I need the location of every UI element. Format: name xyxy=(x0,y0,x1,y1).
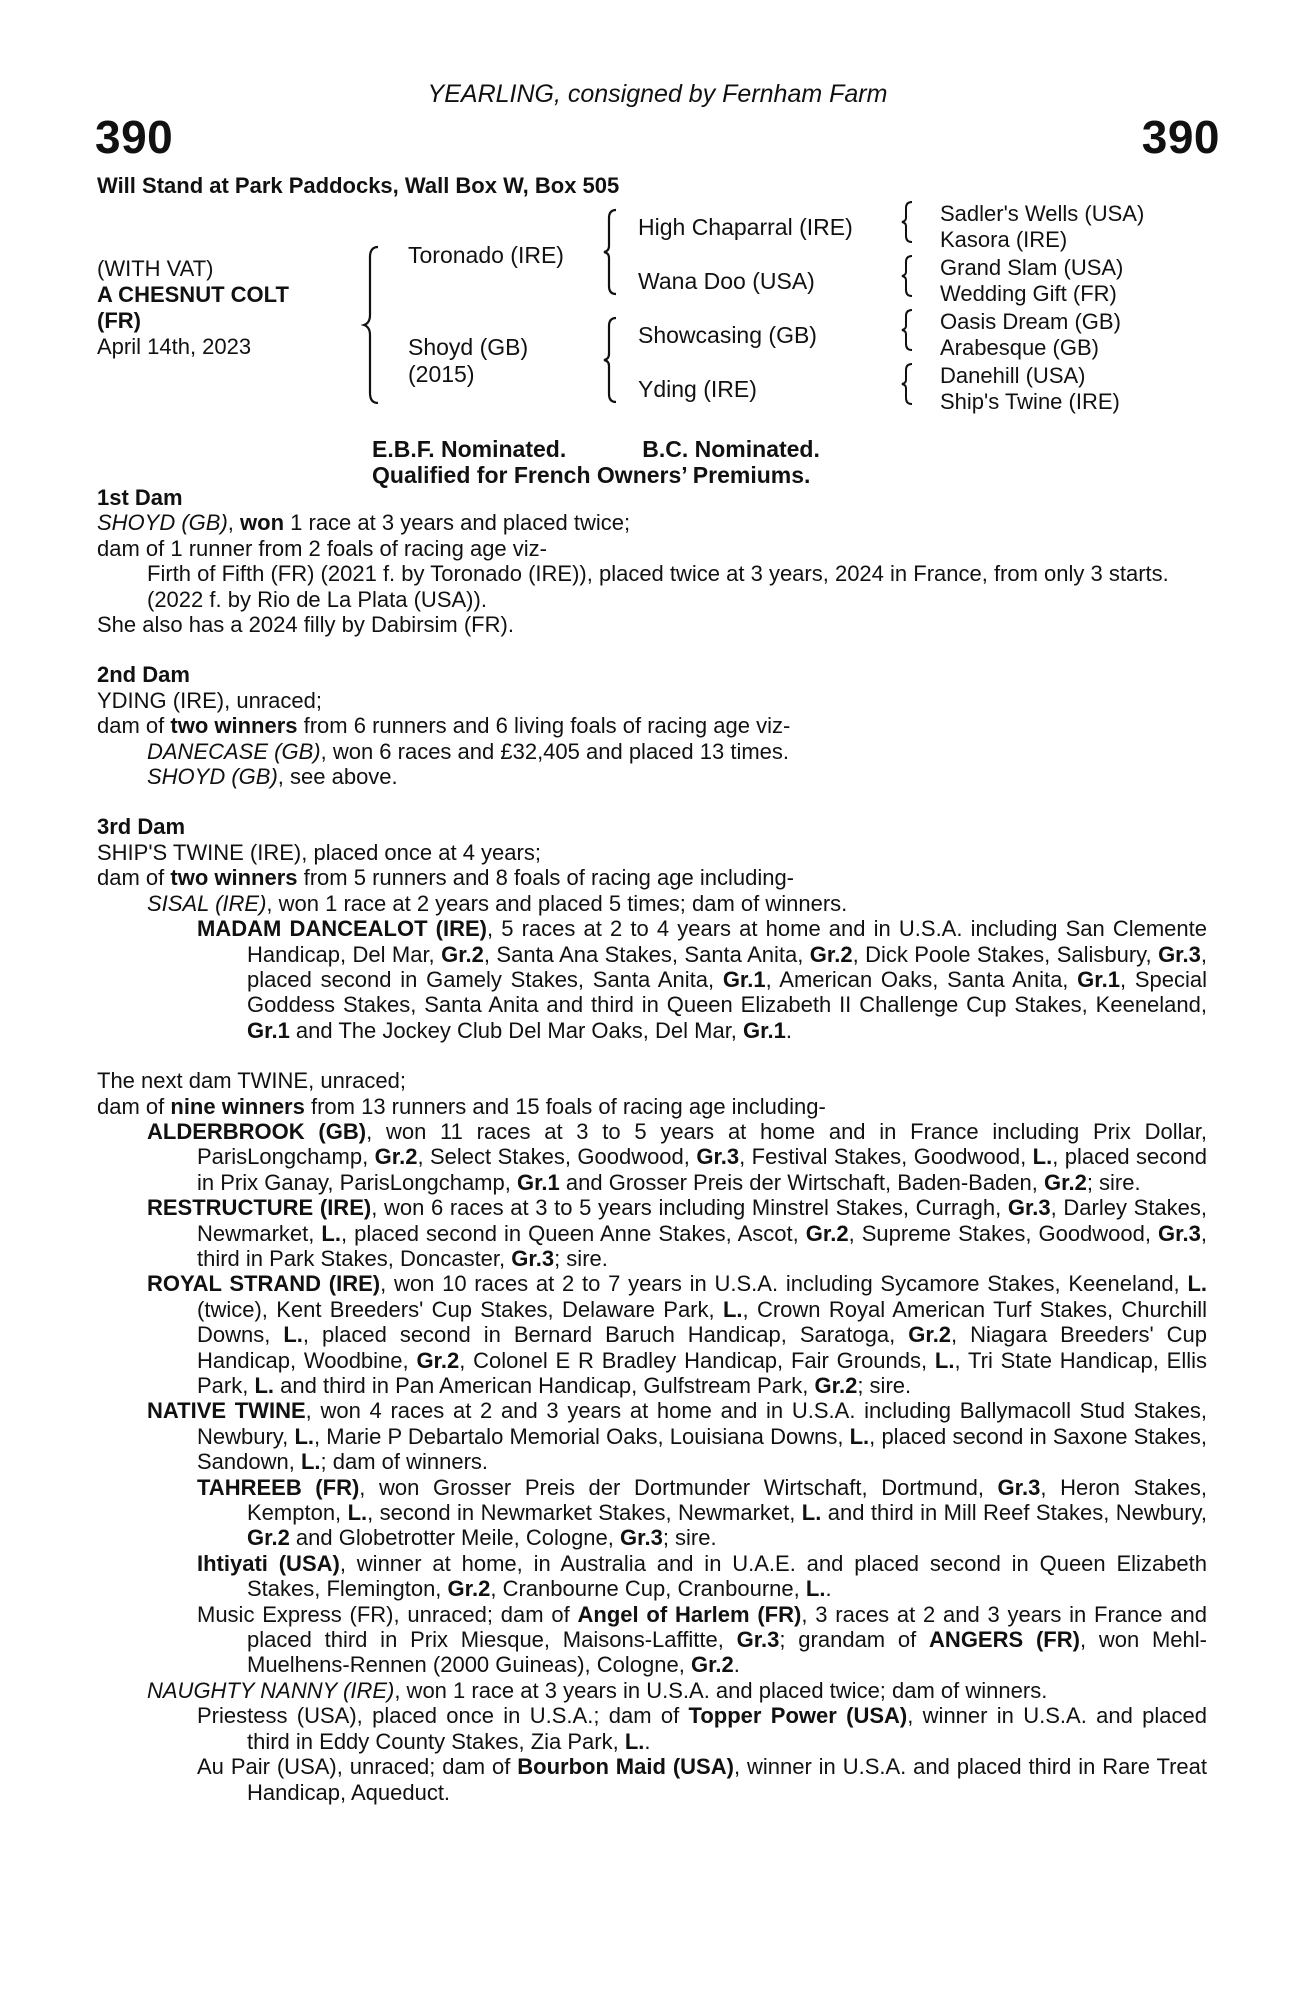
third-dam-heading: 3rd Dam xyxy=(97,814,186,840)
produce-naughty-nanny: NAUGHTY NANNY (IRE), won 1 race at 3 years in U.S.A. and placed twice; dam of winners. xyxy=(147,1677,1048,1703)
sire-brace xyxy=(602,208,620,296)
g3-brace-2 xyxy=(900,254,916,298)
bc-nominated: B.C. Nominated. xyxy=(642,436,820,462)
second-dam-heading: 2nd Dam xyxy=(97,662,190,688)
sire-sire: High Chaparral (IRE) xyxy=(638,214,853,240)
g3-brace-3 xyxy=(900,308,916,352)
stand-location: Will Stand at Park Paddocks, Wall Box W, Box 505 xyxy=(97,173,620,198)
dam-sire: Showcasing (GB) xyxy=(638,322,817,348)
produce-ihtiyati: Ihtiyati (USA), winner at home, in Australia and in U.A.E. and placed second in Queen Elizabeth Stakes, Flemington, Gr.2, Cranbourne Cup, Cranbourne, L.. xyxy=(197,1550,1207,1602)
dam: Shoyd (GB) xyxy=(408,334,529,360)
first-dam-produce-summary: dam of 1 runner from 2 foals of racing age viz- xyxy=(97,535,547,561)
dam-dam: Yding (IRE) xyxy=(638,376,757,402)
g3-7: Danehill (USA) xyxy=(940,363,1086,388)
sire-dam: Wana Doo (USA) xyxy=(638,268,815,294)
g3-1: Sadler's Wells (USA) xyxy=(940,201,1145,226)
sire: Toronado (IRE) xyxy=(408,242,564,268)
second-dam-produce-1: DANECASE (GB), won 6 races and £32,405 and placed 13 times. xyxy=(147,738,790,764)
produce-native-twine: NATIVE TWINE, won 4 races at 2 and 3 years at home and in U.S.A. including Ballymacoll Stud Stakes, Newbury, L., Marie P Debartalo Memorial Oaks, Louisiana Downs, L., placed second in Saxone Stakes, Sandown, L.; dam of winners. xyxy=(147,1398,1208,1475)
second-dam-produce-summary: dam of two winners from 6 runners and 6 living foals of racing age viz- xyxy=(97,713,791,739)
g3-2: Kasora (IRE) xyxy=(940,227,1068,252)
produce-royal-strand: ROYAL STRAND (IRE), won 10 races at 2 to 7 years in U.S.A. including Sycamore Stakes, Keeneland, L. (twice), Kent Breeders' Cup Stakes, Delaware Park, L., Crown Royal American Turf Stakes, Churchill Downs, L., placed second in Bernard Baruch Handicap, Saratoga, Gr.2, Niagara Breeders' Cup Handicap, Woodbine, Gr.2, Colonel E R Bradley Handicap, Fair Grounds, L., Tri State Handicap, Ellis Park, L. and third in Pan American Handicap, Gulfstream Park, Gr.2; sire. xyxy=(147,1271,1207,1398)
first-dam-heading: 1st Dam xyxy=(97,485,183,510)
french-premiums: Qualified for French Owners’ Premiums. xyxy=(372,462,811,488)
first-dam-line: SHOYD (GB), won 1 race at 3 years and placed twice; xyxy=(97,510,631,536)
dam-year: (2015) xyxy=(408,361,475,387)
produce-alderbrook: ALDERBROOK (GB), won 11 races at 3 to 5 years at home and in France including Prix Dollar, ParisLongchamp, Gr.2, Select Stakes, Goodwood, Gr.3, Festival Stakes, Goodwood, L., placed second in Prix Ganay, ParisLongchamp, Gr.1 and Grosser Preis der Wirtschaft, Baden-Baden, Gr.2; sire. xyxy=(147,1118,1207,1195)
g3-4: Wedding Gift (FR) xyxy=(940,281,1117,306)
produce-au-pair: Au Pair (USA), unraced; dam of Bourbon Maid (USA), winner in U.S.A. and placed third in Rare Treat Handicap, Aqueduct. xyxy=(197,1754,1208,1805)
third-dam-produce-summary: dam of two winners from 5 runners and 8 foals of racing age including- xyxy=(97,865,795,891)
first-dam-note: She also has a 2024 filly by Dabirsim (FR). xyxy=(97,612,514,638)
g3-brace-1 xyxy=(900,200,916,244)
horse-name: A CHESNUT COLT xyxy=(97,282,289,307)
first-dam-produce-2: (2022 f. by Rio de La Plata (USA)). xyxy=(147,586,487,612)
third-dam-line: SHIP'S TWINE (IRE), placed once at 4 years; xyxy=(97,839,541,865)
g3-8: Ship's Twine (IRE) xyxy=(940,389,1120,414)
produce-music-express: Music Express (FR), unraced; dam of Angel of Harlem (FR), 3 races at 2 and 3 years in France and placed third in Prix Miesque, Maisons-Laffitte, Gr.3; grandam of ANGERS (FR), won Mehl-Muelhens-Rennen (2000 Guineas), Cologne, Gr.2. xyxy=(197,1601,1208,1678)
third-dam-produce-1: SISAL (IRE), won 1 race at 2 years and placed 5 times; dam of winners. xyxy=(147,890,848,916)
vat-note: (WITH VAT) xyxy=(97,256,214,281)
foaling-date: April 14th, 2023 xyxy=(97,334,252,359)
horse-country: (FR) xyxy=(97,308,141,333)
nominations xyxy=(372,436,820,488)
lot-number-right: 390 xyxy=(1141,111,1220,163)
g3-6: Arabesque (GB) xyxy=(940,335,1099,360)
sire-dam-brace xyxy=(362,245,382,405)
consignor-line: YEARLING, consigned by Fernham Farm xyxy=(427,80,888,108)
second-dam-line: YDING (IRE), unraced; xyxy=(97,687,322,713)
g3-5: Oasis Dream (GB) xyxy=(940,309,1121,334)
catalogue-body xyxy=(97,485,1207,1805)
lot-number-left: 390 xyxy=(95,111,174,163)
g3-brace-4 xyxy=(900,362,916,406)
dam-brace xyxy=(602,316,620,404)
next-dam-line: The next dam TWINE, unraced; xyxy=(97,1068,406,1094)
next-dam-produce-summary: dam of nine winners from 13 runners and 15 foals of racing age including- xyxy=(97,1093,826,1119)
second-dam-produce-2: SHOYD (GB), see above. xyxy=(147,764,398,790)
produce-restructure: RESTRUCTURE (IRE), won 6 races at 3 to 5 years including Minstrel Stakes, Curragh, Gr.3, Darley Stakes, Newmarket, L., placed second in Queen Anne Stakes, Ascot, Gr.2, Supreme Stakes, Goodwood, Gr.3, third in Park Stakes, Doncaster, Gr.3; sire. xyxy=(147,1195,1207,1271)
first-dam-produce-1: Firth of Fifth (FR) (2021 f. by Toronado (IRE)), placed twice at 3 years, 2024 in France, from only 3 starts. xyxy=(147,561,1169,587)
g3-3: Grand Slam (USA) xyxy=(940,255,1124,280)
third-dam-produce-1-winner: MADAM DANCEALOT (IRE), 5 races at 2 to 4 years at home and in U.S.A. including San Clemente Handicap, Del Mar, Gr.2, Santa Ana Stakes, Santa Anita, Gr.2, Dick Poole Stakes, Salisbury, Gr.3, placed second in Gamely Stakes, Santa Anita, Gr.1, American Oaks, Santa Anita, Gr.1, Special Goddess Stakes, Santa Anita and third in Queen Elizabeth II Challenge Cup Stakes, Keeneland, Gr.1 and The Jockey Club Del Mar Oaks, Del Mar, Gr.1. xyxy=(197,916,1208,1043)
produce-priestess: Priestess (USA), placed once in U.S.A.; dam of Topper Power (USA), winner in U.S.A. and placed third in Eddy County Stakes, Zia Park, L.. xyxy=(197,1703,1207,1754)
ebf-nominated: E.B.F. Nominated. xyxy=(372,436,567,462)
produce-tahreeb: TAHREEB (FR), won Grosser Preis der Dortmunder Wirtschaft, Dortmund, Gr.3, Heron Stakes, Kempton, L., second in Newmarket Stakes, Newmarket, L. and third in Mill Reef Stakes, Newbury, Gr.2 and Globetrotter Meile, Cologne, Gr.3; sire. xyxy=(197,1474,1208,1551)
